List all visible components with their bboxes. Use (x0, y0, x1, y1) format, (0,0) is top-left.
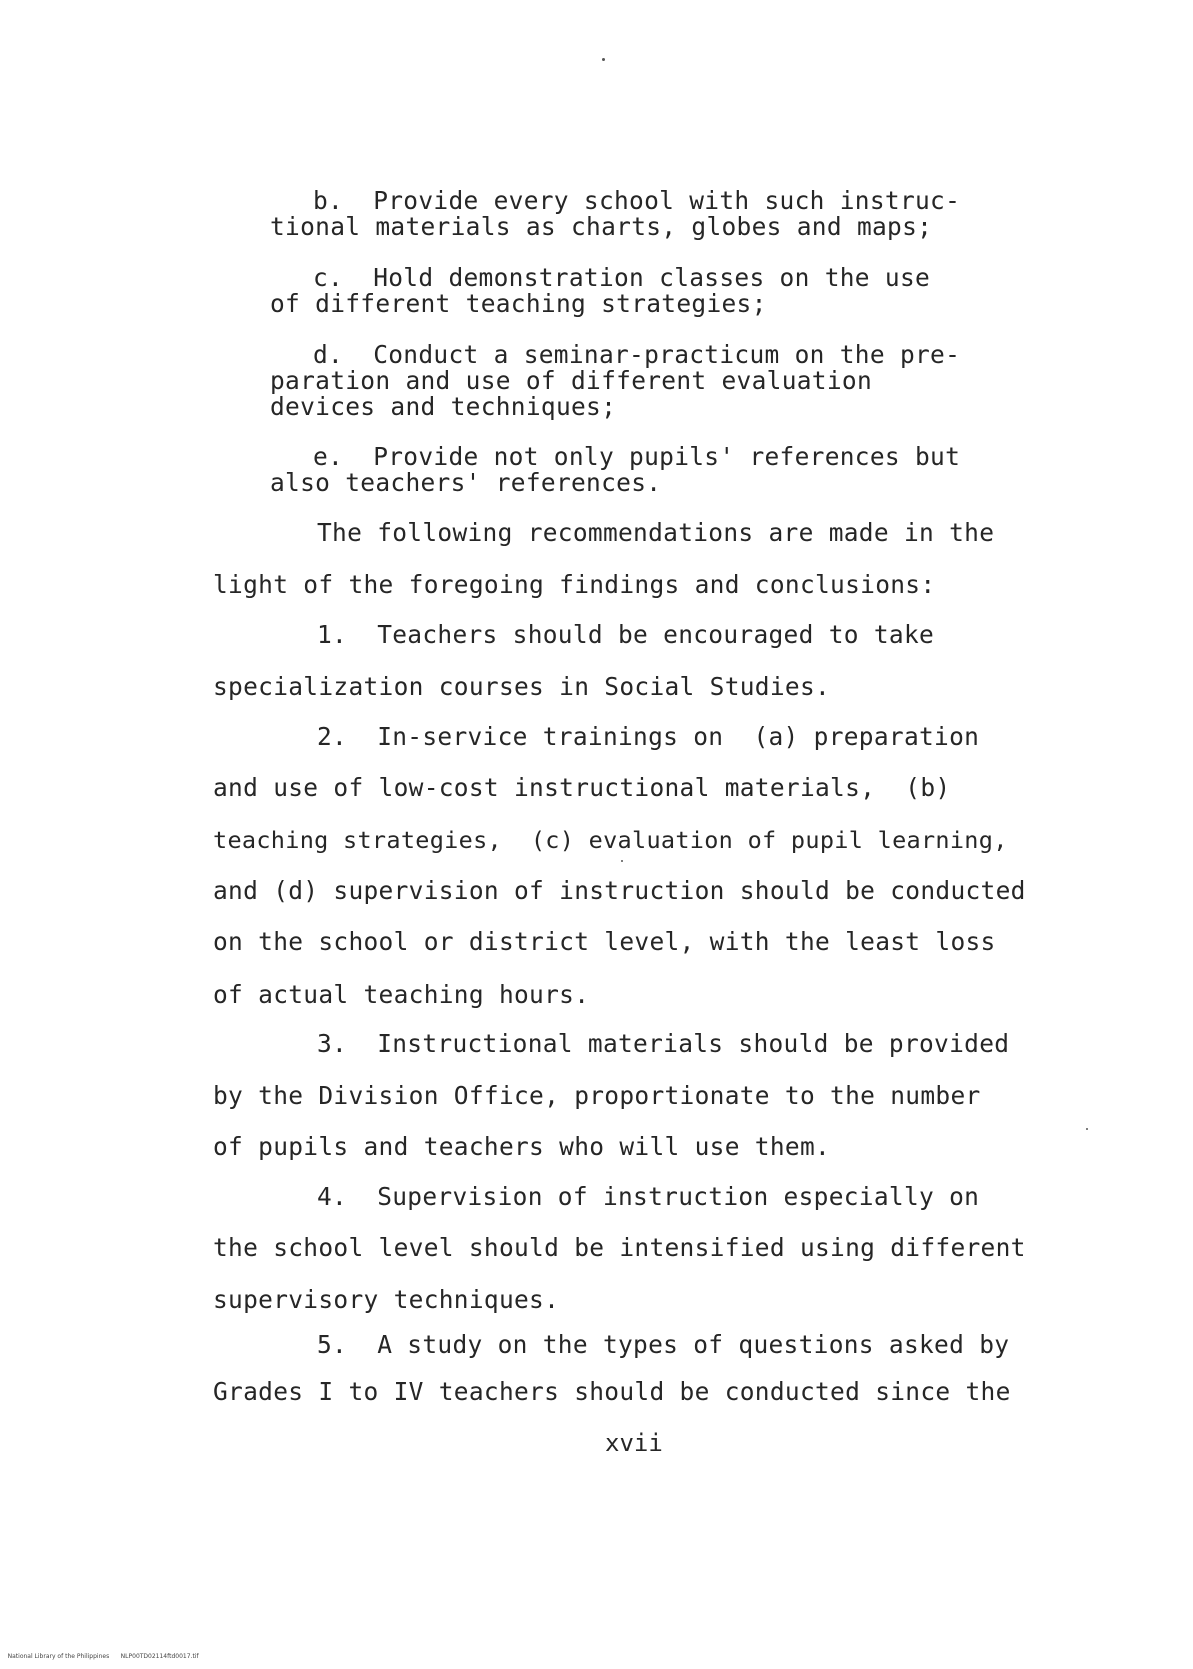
rec-2-line-3: teaching strategies, (c) evaluation of pupil learning, (213, 826, 1008, 854)
scan-footer (0, 1645, 199, 1669)
page-number: xvii (605, 1429, 663, 1457)
item-d-line-2: paration and use of different evaluation (270, 366, 873, 395)
item-b-line-2: tional materials as charts, globes and maps; (270, 212, 933, 241)
rec-4-line-3: supervisory techniques. (213, 1285, 560, 1314)
scan-speck (602, 58, 605, 61)
item-b-line-1: b. Provide every school with such instruc- (313, 186, 961, 215)
footer-library: National Library of the Philippines (7, 1653, 110, 1660)
footer-file: NLP00TD02114ftd0017.tif (120, 1653, 199, 1660)
rec-5-line-1: 5. A study on the types of questions asked by (317, 1330, 1010, 1359)
intro-line-1: The following recommendations are made in the (317, 518, 995, 547)
rec-1-line-1: 1. Teachers should be encouraged to take (317, 620, 935, 649)
item-e-line-2: also teachers' references. (270, 468, 662, 497)
item-c-line-1: c. Hold demonstration classes on the use (313, 263, 931, 292)
item-c-line-2: of different teaching strategies; (270, 289, 767, 318)
rec-4-line-1: 4. Supervision of instruction especially on (317, 1182, 980, 1211)
rec-3-line-2: by the Division Office, proportionate to the number (213, 1081, 981, 1110)
rec-2-line-6: of actual teaching hours. (213, 980, 590, 1009)
item-e-line-1: e. Provide not only pupils' references but (313, 442, 961, 471)
rec-2-line-1: 2. In-service trainings on (a) preparation (317, 722, 980, 751)
rec-3-line-3: of pupils and teachers who will use them. (213, 1132, 831, 1161)
rec-2-line-5: on the school or district level, with the least loss (213, 927, 996, 956)
scan-speck (621, 860, 623, 862)
rec-2-line-4: and (d) supervision of instruction should be conducted (213, 876, 1026, 905)
scan-speck (1086, 1128, 1088, 1130)
intro-line-2: light of the foregoing findings and conclusions: (213, 570, 936, 599)
rec-4-line-2: the school level should be intensified using different (213, 1233, 1026, 1262)
item-d-line-1: d. Conduct a seminar-practicum on the pre- (313, 340, 961, 369)
rec-1-line-2: specialization courses in Social Studies. (213, 672, 831, 701)
rec-3-line-1: 3. Instructional materials should be provided (317, 1029, 1010, 1058)
rec-5-line-2: Grades I to IV teachers should be conducted since the (213, 1377, 1011, 1406)
rec-2-line-2: and use of low-cost instructional materials, (b) (213, 773, 951, 802)
item-d-line-3: devices and techniques; (270, 392, 617, 421)
